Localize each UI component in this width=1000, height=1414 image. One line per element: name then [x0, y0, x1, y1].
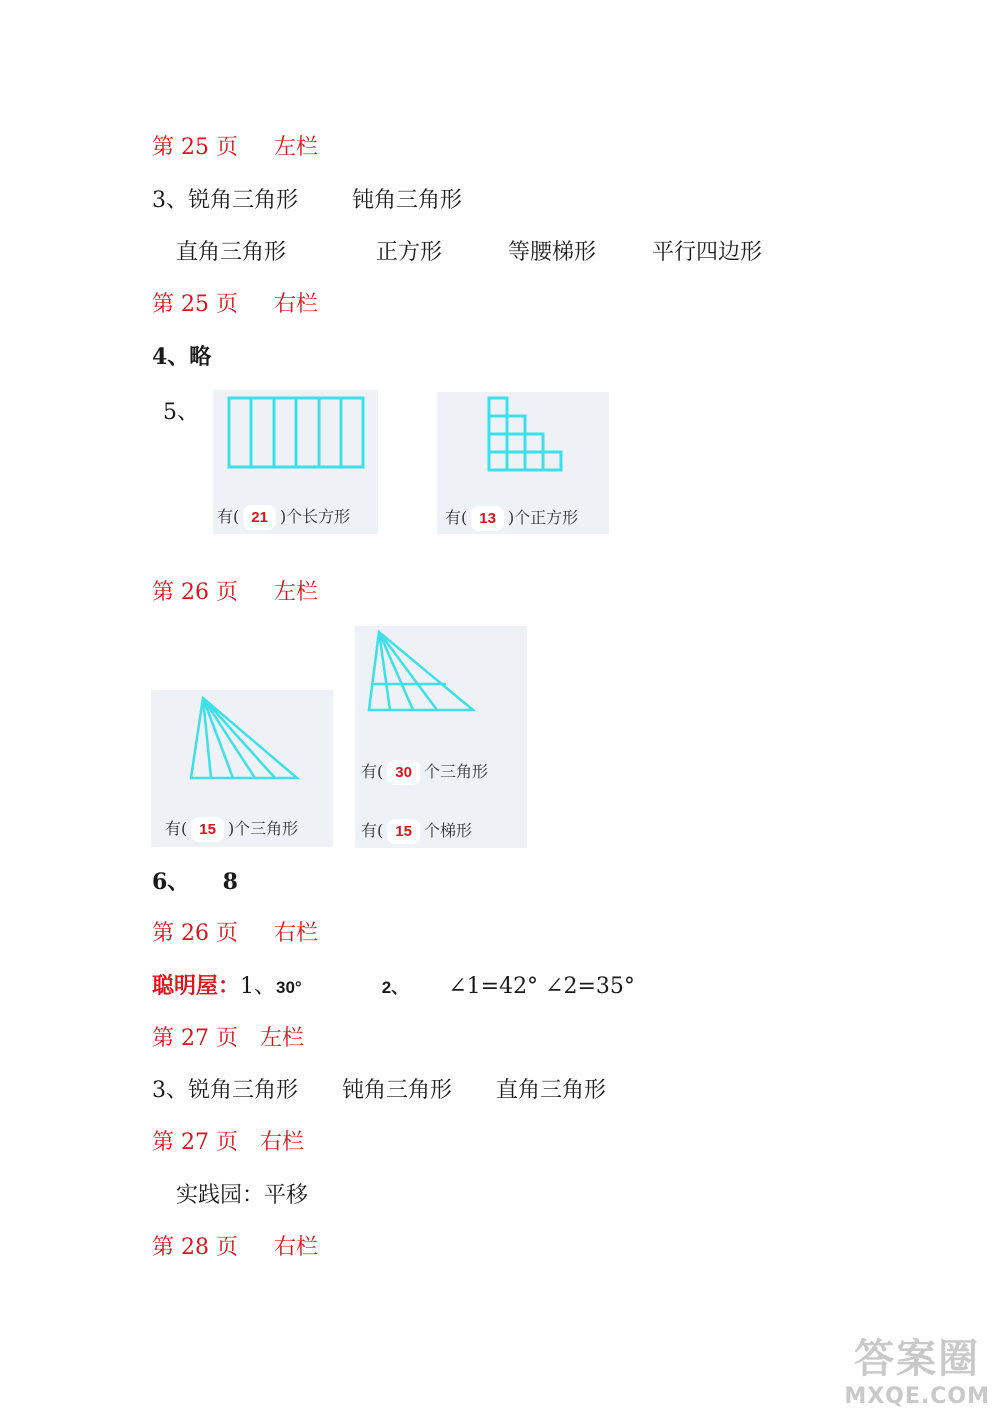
- answer-item: 钝角三角形: [342, 1078, 453, 1103]
- caption-prefix: 有(: [361, 762, 384, 781]
- answer-item: 直角三角形: [176, 240, 287, 265]
- caption-trapezoids: [361, 818, 472, 844]
- answer-q3-row1: [152, 186, 462, 216]
- figure-squares: [437, 392, 609, 534]
- caption-prefix: 有(: [217, 507, 240, 526]
- page-number: 第 27 页: [152, 1130, 238, 1155]
- answer-value: ∠1=42° ∠2=35°: [448, 974, 635, 999]
- section-heading-p27-right: [152, 1128, 304, 1158]
- section-heading-p26-right: [152, 919, 318, 949]
- answer-smart-room: [152, 971, 635, 1003]
- answer-item: 锐角三角形: [188, 1078, 299, 1103]
- figure-triangles-right: [355, 626, 527, 848]
- section-heading-p27-left: [152, 1024, 304, 1054]
- answer-value: 30: [387, 760, 420, 785]
- column-label: 右栏: [273, 921, 318, 946]
- caption-prefix: 有(: [165, 819, 188, 838]
- figure-rectangles: [213, 390, 378, 534]
- figure-triangles-left: [151, 690, 333, 847]
- caption-suffix: 个三角形: [423, 762, 488, 781]
- answer-practice: 实践园：平移: [176, 1183, 309, 1208]
- caption-triangles-left: [165, 816, 298, 842]
- watermark-url: MXQE.COM: [844, 1384, 990, 1409]
- column-label: 右栏: [273, 1235, 318, 1260]
- caption-squares: [445, 505, 578, 531]
- triangle-trapezoid-diagram: [355, 626, 527, 726]
- caption-prefix: 有(: [361, 821, 384, 840]
- column-label: 右栏: [259, 1130, 304, 1155]
- squares-diagram: [437, 392, 609, 482]
- answer-value: 15: [387, 819, 420, 844]
- column-label: 左栏: [259, 1026, 304, 1051]
- caption-rectangles: [217, 504, 350, 530]
- page-number: 第 27 页: [152, 1026, 238, 1051]
- caption-suffix: )个三角形: [227, 819, 299, 838]
- answer-item: 锐角三角形: [188, 188, 299, 213]
- question-number: 1、: [240, 974, 277, 999]
- question-number: 3、: [152, 1078, 188, 1103]
- column-label: 左栏: [273, 580, 318, 605]
- caption-triangles-right: [361, 759, 488, 785]
- answer-q3-row2: [176, 238, 762, 268]
- watermark-title: 答案圈: [854, 1336, 981, 1382]
- answer-item: 钝角三角形: [352, 188, 463, 213]
- column-label: 右栏: [273, 292, 318, 317]
- caption-suffix: )个长方形: [279, 507, 351, 526]
- triangle-fan-diagram: [151, 690, 333, 790]
- answer-item: 等腰梯形: [508, 240, 597, 265]
- answer-item: 直角三角形: [496, 1078, 607, 1103]
- watermark-logo: [844, 1327, 990, 1409]
- answer-q3-p27: [152, 1076, 606, 1106]
- rectangles-diagram: [213, 390, 378, 485]
- question-number: 6、: [152, 869, 190, 895]
- answer-value: 8: [222, 869, 238, 895]
- answer-item: 正方形: [376, 240, 443, 265]
- section-heading-p28-right: [152, 1233, 318, 1263]
- page-number: 第 26 页: [152, 921, 238, 946]
- smart-room-label: 聪明屋：: [152, 973, 241, 999]
- section-heading-p25-right: [152, 290, 318, 320]
- answer-value: 15: [191, 817, 224, 842]
- page-number: 第 28 页: [152, 1235, 238, 1260]
- section-heading-p25-left: [152, 133, 318, 163]
- answer-q4: 4、略: [152, 344, 212, 370]
- answer-value: 21: [243, 505, 276, 530]
- answer-item: 平行四边形: [652, 240, 763, 265]
- question-number: 2、: [381, 978, 409, 997]
- caption-suffix: 个梯形: [423, 821, 472, 840]
- answer-value: 13: [471, 506, 504, 531]
- page-number: 第 25 页: [152, 292, 238, 317]
- answer-q6: [152, 867, 238, 897]
- answer-value: 30°: [276, 978, 302, 997]
- caption-suffix: )个正方形: [507, 508, 579, 527]
- section-heading-p26-left: [152, 578, 318, 608]
- column-label: 左栏: [273, 135, 318, 160]
- question-number: 3、: [152, 188, 188, 213]
- page-number: 第 25 页: [152, 135, 238, 160]
- caption-prefix: 有(: [445, 508, 468, 527]
- question-number-q5: 5、: [163, 400, 199, 425]
- page-number: 第 26 页: [152, 580, 238, 605]
